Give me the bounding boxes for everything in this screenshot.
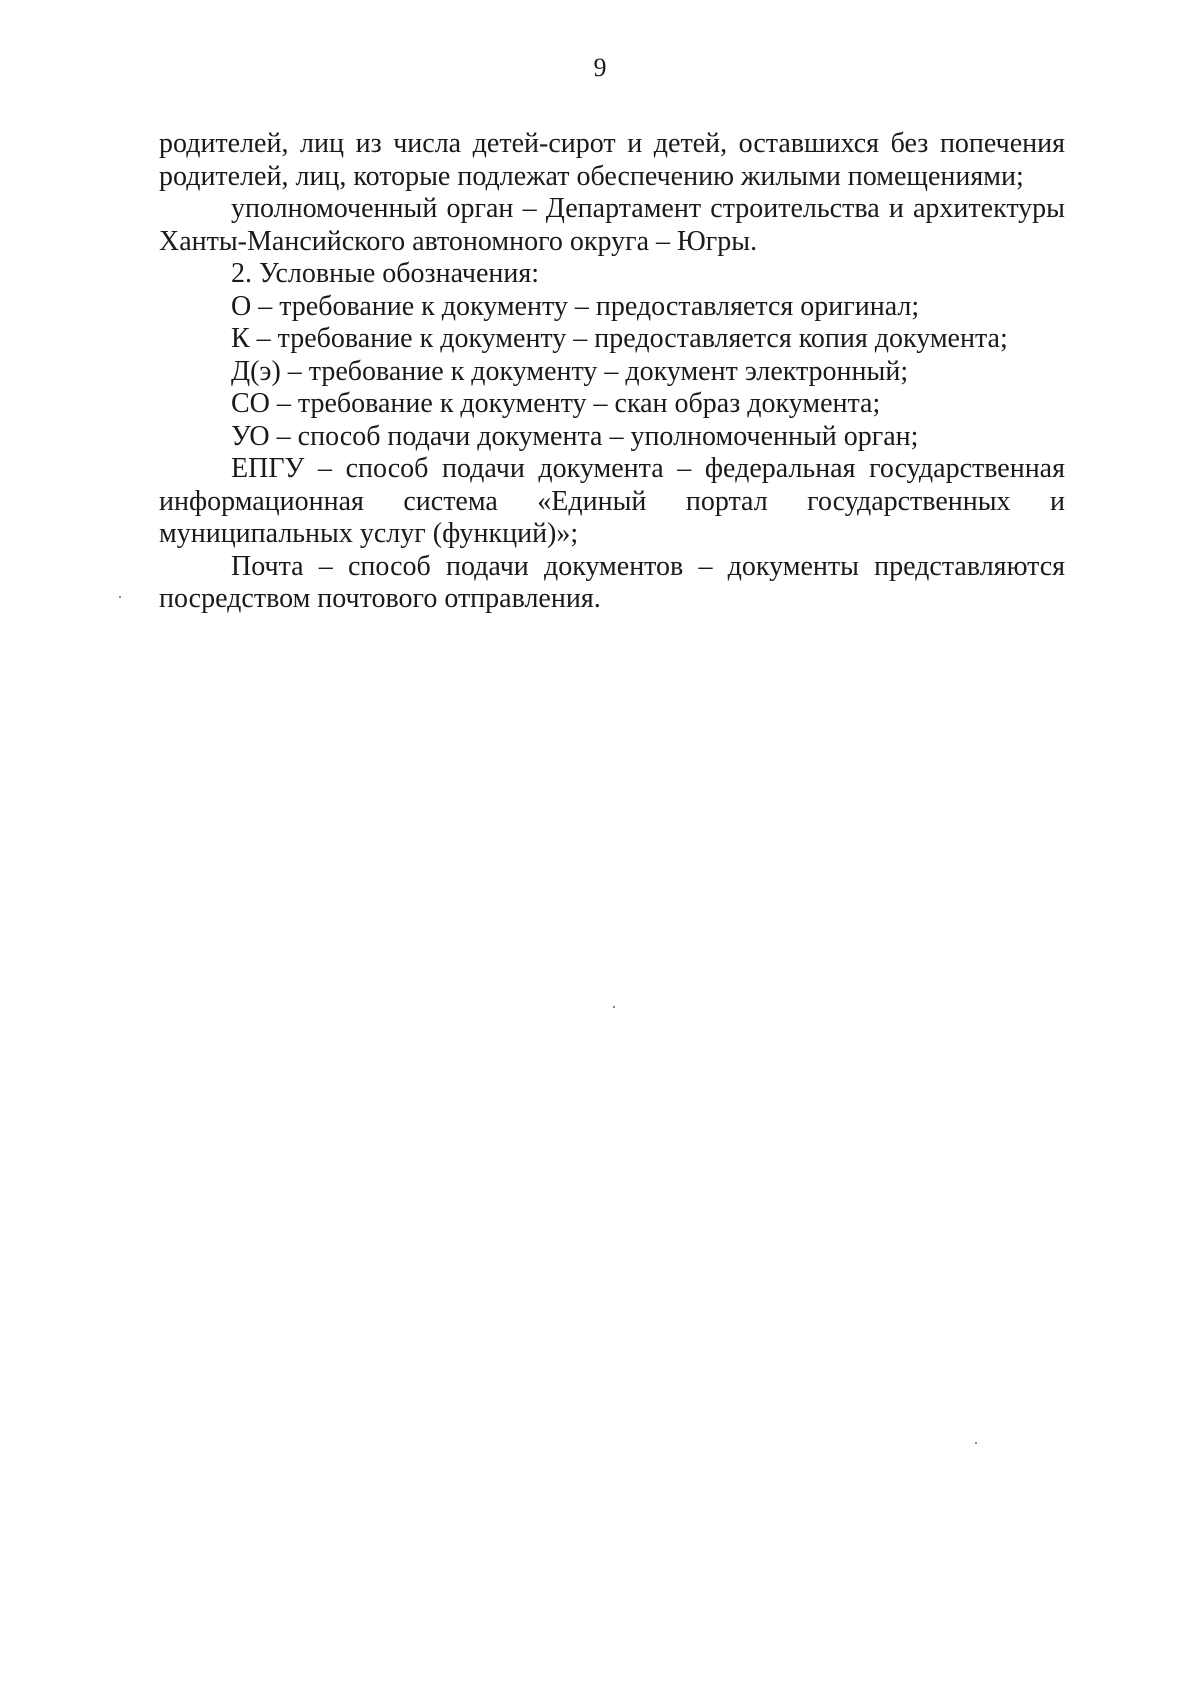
legend-item-copy: К – требование к документу – предоставляется копия документа; xyxy=(231,323,1008,354)
scan-speck xyxy=(613,1006,615,1008)
document-body xyxy=(159,128,1065,616)
page-number: 9 xyxy=(593,53,607,82)
legend-item-mail: Почта – способ подачи документов – документы представляются посредством почтового отправления. xyxy=(159,550,1065,614)
scan-speck xyxy=(119,596,121,598)
legend-item-electronic: Д(э) – требование к документу – документ электронный; xyxy=(231,355,909,387)
legend-item-authorized-body: УО – способ подачи документа – уполномоченный орган; xyxy=(231,420,919,452)
legend-item-scan: СО – требование к документу – скан образ документа; xyxy=(231,388,881,419)
paragraph-authorized-body: уполномоченный орган – Департамент строительства и архитектуры Ханты-Мансийского автономного округа – Югры. xyxy=(159,193,1065,257)
paragraph-legend-heading: 2. Условные обозначения: xyxy=(231,258,540,289)
paragraph-continuation: родителей, лиц из числа детей-сирот и детей, оставшихся без попечения родителей, лиц, которые подлежат обеспечению жилыми помещениями; xyxy=(159,128,1065,192)
scan-speck xyxy=(975,1442,977,1444)
legend-item-original: О – требование к документу – предоставляется оригинал; xyxy=(231,290,920,322)
legend-item-epgu: ЕПГУ – способ подачи документа – федеральная государственная информационная система «Единый портал государственных и муниципальных услуг (функций)»; xyxy=(159,453,1065,549)
